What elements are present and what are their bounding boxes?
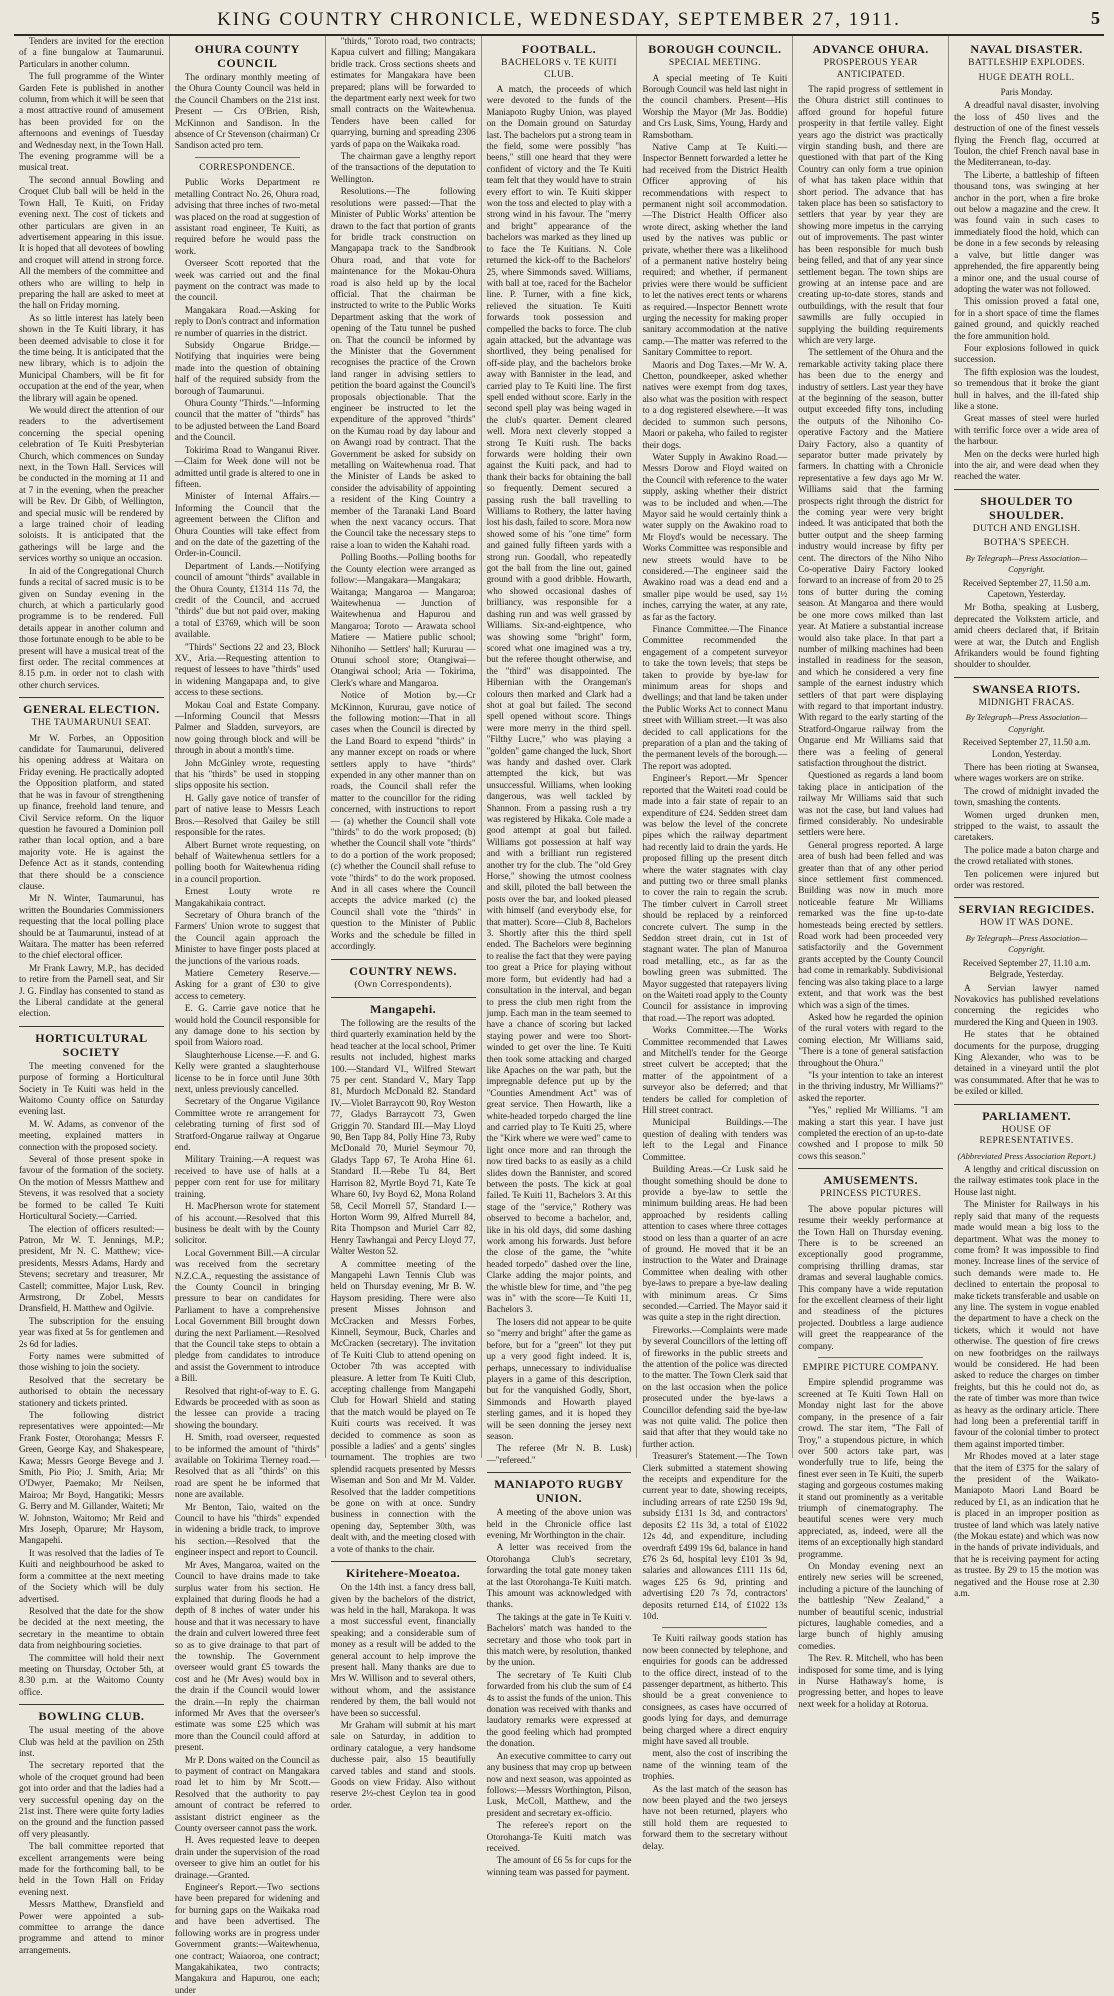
article-paragraph: Municipal Buildings.—The question of dealing with tenders was left to the Legal and Finance Committee. xyxy=(642,1117,788,1162)
article-paragraph: As the last match of the season has now been played and the two jerseys have not been returned, players who still hold them are requested to forward them to the secretary without delay. xyxy=(642,1783,788,1851)
article-paragraph: Ten policemen were injured but order was restored. xyxy=(954,868,1100,891)
article-paragraph: The Minister for Railways in his reply said that many of the requests made would mean a big loss to the department. What was the money to come from? It was impossible to find money. Increase lines of the service of such demands were made to. He declined to entertain the proposal to make tickets transferable and usable on any line. The system in vogue enabled the department to have a check on the tickets, which it would not have otherwise. The question of fire crews on new footbridges on the railways would be considered. He had been asked to reduce the charges on timber freights, but this he could not do, as the rate of timber was more than twice as heavy as the ordinary article. There had long been a preferential tariff in favour of the colonial timber to protect them against imported timber. xyxy=(954,1199,1100,1449)
article-paragraph: Empire splendid programme was screened at Te Kuiti Town Hall on Monday night last for the above company, in the presence of a fair crowd. The star item, "The Fall of Troy," a stupendous picture, in which over 500 actors take part, was wonderfully true to life, being the finest ever seen in Te Kuiti, the superb staging and gorgeous costumes making it stand out prominently as a veritable triumph of cinematography. The beautiful scenes were very much appreciated, as, indeed, were all the items of an exceptionally high standard programme. xyxy=(798,1377,944,1559)
article-paragraph: "Is your intention to take an interest in the thriving industry, Mr Williams?" asked the reporter. xyxy=(798,1069,944,1103)
article-paragraph: Great masses of steel were hurled with terrific force over a wide area of the harbour. xyxy=(954,413,1100,447)
article-paragraph: Secretary of Ohura branch of the Farmers' Union wrote to suggest that the Council again approach the Minister to have finger posts placed at the junctions of the various roads. xyxy=(174,909,320,966)
press-credit: By Telegraph—Press Association—Copyright. xyxy=(965,552,1088,575)
article-paragraph: A dreadful naval disaster, involving the loss of 450 lives and the destruction of one of the finest vessels flying the French flag, occurred at Toulon, the chief French naval base in the Mediterranean, to-day. xyxy=(954,100,1100,168)
article-paragraph: H. Smith, road overseer, requested to be informed the amount of "thirds" available on Tokirima Tierney road.—Resolved that as all "thirds" on this road are spent he be informed that none are available. xyxy=(174,1432,320,1500)
article-paragraph: Mokau Coal and Estate Company.—Informing Council that Messrs Palmer and Sladden, surveyors, are now going through block and will be through in about a month's time. xyxy=(174,699,320,756)
article-paragraph: H. MacPherson wrote for statement of his account.—Resolved that this business be dealt with by the County solicitor. xyxy=(174,1201,320,1246)
article-paragraph: General progress reported. A large area of bush had been felled and was greater than that of any other period since settlement first commenced. Building was now in much more noticeable feature Mr Williams remarked was the fine up-to-date homesteads being erected by settlers. Road work had been proceeded very satisfactorily and the Government grants accepted by the County Council had come in remarkably. Subdivisional fencing was also taking place to a large extent, and that work was the best which was a sign of the times. xyxy=(798,839,944,1010)
column-2 xyxy=(170,36,326,1995)
article-paragraph: There has been rioting at Swansea, where wages workers are on strike. xyxy=(954,762,1100,784)
dateline: Paris Monday. xyxy=(1000,87,1053,97)
article-heading: HORTICULTURAL SOCIETY xyxy=(19,1026,164,1059)
article-paragraph: The ball committee reported that excellent arrangements were being made for the forthcoming ball, to be held in the Town Hall on Friday evening next. xyxy=(19,1841,164,1897)
article-paragraph: Secretary of the Ongarue Vigilance Committee wrote re arrangement for celebrating turning of first sod of Stratford-Ongarue railway at Ongarue end. xyxy=(174,1096,320,1153)
article-paragraph: The meeting convened for the purpose of forming a Horticultural Society in Te Kuiti was held in the Waitomo County office on Saturday evening last. xyxy=(19,1060,164,1117)
article-paragraph: A Servian lawyer named Novakovics has published revelations concerning the regicides who murdered the King and Queen in 1903. xyxy=(954,982,1100,1027)
article-paragraph: Matiere Cemetery Reserve.—Asking for a grant of £30 to give access to cemetery. xyxy=(174,967,320,1001)
column-7 xyxy=(949,36,1104,1599)
article-paragraph: The secretary reported that the whole of the croquet ground had been got into order and that the ladies had a very successful opening day on the 21st inst. There were quite forty ladies on the ground and the function passed off very pleasantly. xyxy=(19,1760,164,1839)
article-paragraph: The Rev. R. Mitchell, who has been indisposed for some time, and is lying in Nurse Hathaway's home, is progressing better, and hopes to leave next week for a holiday at Rotorua. xyxy=(798,1653,944,1709)
article-paragraph: It was resolved that the ladies of Te Kuiti and neighbourhood be asked to form a committee at the next meeting of the Society which will be duly advertised. xyxy=(19,1547,164,1604)
article-subheading: HUGE DEATH ROLL. xyxy=(978,72,1075,83)
article-paragraph: On Monday evening next an entirely new series will be screened, including a picture of the launching of the battleship "New Zealand," a number of beautiful scenic, industrial pictures, laughable comedies, and a large bunch of highly amusing comedies. xyxy=(798,1560,944,1651)
article-paragraph: A match, the proceeds of which were devoted to the funds of the Maniapoto Rugby Union, was played on the Domain ground on Saturday last. The bachelors put a strong team in the field, some were possibly "has beens," still one heard that they were confident of victory and the Te Kuiti team felt that they would have to strain every effort to win. Te Kuiti skipper won the toss and elected to play with a strong wind in his favour. The "merry and bright" appearance of the bachelors was marked as they lined up to face the Te Kuitians. N. Cole returned the kick-off to the Bachelors' 25, where Simmonds saved. Williams, with ball at toe, raced for the Bachelor line. P. Turner, with a fine kick, relieved the situation. Te Kuiti forwards took possession and compelled the backs to force. The club again attacked, but the advantage was shortlived, they being penalised for off-side play, and the bachelors broke away with Bannister in the lead, and carried play to Te Kuiti line. The first spell ended without score. Early in the second spell play was being waged in the club's quarter. Dement cleared well. Mora next cleverly stopped a strong Te Kuiti rush. The backs forwards were holding their own against the Kuiti pack, and had to thank their backs for obtaining the ball so frequently. Dement secured a passing rush the ball travelling to Williams to Rothery, the latter having lost his dash, failed to score. Mora now showed some of his "one time" form and gained fully fifteen yards with a strong run. Goodall, who repeatedly got the ball from the line out, gained ground with a good dribble. Howarth, who showed occasional dashes of brilliancy, was responsible for a dashing run and was well grassed by Williams. Six-and-eightpence, who was showing some "bright" form, scored what one imagined was a try, but the referee thought otherwise, and the "third" was disappointed. The Hibernian with the Orangeman's colours then marked and Clark had a shot at goal but failed. The second spell opened without score. Things were more merry in the third spell. "Filthy Lucre," who was playing a "golden" game changed the luck, Short was handy and dashed over. Clark attempted the kick, but was unsuccessful. Williams, when looking dangerous, was well tackled by Shannon. From a passing rush a try was registered by Hikaka. Cole made a good attempt at goal but failed. Williams got possession at half way and with a brilliant run registered another try for the club. The "old Grey Horse," showing the utmost coolness and skill, piloted the ball between the posts over the bar, and looked pleased with himself (and everybody else, for that matter). Score—Club 8, Bachelors 3. Shortly after this the third spell ended. The Bachelors were beginning to realise the fact that they were paying too great a Price for playing without more form, but evidently had had a consultation in the interval, and began to press the club men right from the jump. Each man in the team seemed to have a chance of scoring but lacked staying power and were too Short-winded to get over the line. Te Kuiti then took some attacking and charged like Apaches on the war path, but the impregnable defence put up by the "Counties Amendment Act" was of great service. Then Howarth, like a white-headed torpedo charged the line and carried play to Te Kuiti 25, where the "Kirk where we were wed" came to light once more and ran through the now tired backs to as easily as a child slides down the Bannister, and scored between the posts. The kick at goal failed. Te Kuiti 11, Bachelors 3. At this stage of the "service," Rothery was observed to become a bachelor, and, like in his old days, did some dashing work among his forwards. Just before the close of the game, the "white headed torpedo" dashed over the line, Clarke adding the major points, and the whistle blew for time, and "the peg was in" with the score—Te Kuiti 11, Bachelors 3. xyxy=(486,84,632,1315)
article-paragraph: He states that he obtained documents for the purpose, drugging King Alexander, who was to be detained in a vineyard until the plot was consummated. After that he was to be exiled or killed. xyxy=(954,1029,1100,1097)
article-paragraph: Mr Benton, Taio, waited on the Council to have his "thirds" expended in widening a bridle track, to improve his section.—Resolved that the engineer inspect and report to Council. xyxy=(174,1501,320,1558)
article-heading: BOWLING CLUB. xyxy=(19,1704,164,1723)
article-paragraph: Minister of Internal Affairs.—Informing the Council that the agreement between the Clifton and Ohura Counties will take effect from and on the date of the gazetting of the Order-in-Council. xyxy=(174,491,320,559)
article-paragraph: Mr Graham will submit at his mart sale on Saturday, in addition to ordinary catalogue, a very handsome duchesse pair, also 15 beautifully carved tables and stand and stools. Goods on view Friday. Also without reserve 2½-chest Ceylon tea in good order. xyxy=(330,1719,476,1810)
article-paragraph: Finance Committee.—The Finance Committee recommended the engagement of a competent surveyor to take the town levels; that steps be taken to provide by bye-law for minimum areas for shops and dwellings; and that land be taken under the Public Works Act to connect Manu street with William street.—It was also decided to call applications for the preparation of a plan and the taking of the permanent levels of the borough.—The report was adopted. xyxy=(642,624,788,771)
article-subheading: SPECIAL MEETING. xyxy=(668,58,761,68)
dateline: Received September 27, 11.50 a.m. London, Yesterday. xyxy=(962,737,1091,759)
article-subheading: DUTCH AND ENGLISH. xyxy=(972,523,1081,534)
article-paragraph: The crowd of midnight invaded the town, smashing the contents. xyxy=(954,785,1100,808)
article-paragraph: Treasurer's Statement.—The Town Clerk submitted a statement showing the receipts and expenditure for the current year to date, showing receipts, including arrears of rate £250 19s 9d, subsidy £131 1s 3d, and contractors' deposits £2 11s 3d, a total of £1022 12s 4d, and expenditure, including overdraft £499 19s 6d, balance in hand £76 2s 6d, hospital levy £101 3s 9d, salaries and allowances £111 11s 6d, wages £25 6s 9d, printing and advertising £20 7s 7d, contractors' deposits returned £14, of £1022 13s 10d. xyxy=(642,1451,788,1621)
article-paragraph: Albert Burnet wrote requesting, on behalf of Waitewhenua settlers for a polling booth for Waitewhenua riding in a council proportion. xyxy=(174,839,320,884)
article-paragraph: The second annual Bowling and Croquet Club ball will be held in the Town Hall, Te Kuiti, on Friday evening next. The cost of tickets and other particulars are given in an advertisement appearing in this issue. It is hoped that all devotees of bowling and croquet will attend in strong force. All the members of the committee and others who are willing to help in preparing the hall are asked to meet at the hall on Friday morning. xyxy=(19,174,164,311)
article-paragraph: A special meeting of Te Kuiti Borough Council was held last night in the council chambers. Present—His Worship the Mayor (Mr Jas. Boddie) and Crs Lusk, Sims, Young, Hardy and Ramsbotham. xyxy=(642,72,788,140)
article-paragraph: The subscription for the ensuing year was fixed at 5s for gentlemen and 2s 6d for ladies. xyxy=(19,1315,164,1349)
article-paragraph: We would direct the attention of our readers to the advertisement concerning the special opening celebration of Te Kuiti Presbyterian Church, which commences on Sunday next, in the Town Hall. Services will be conducted in the morning at 11 and at 7 in the evening, when the preacher will be Rev. Dr Gibb, of Wellington, and special music will be rendered by a large trained choir of leading soloists. It is anticipated that the gatherings will be large and the services worthy so unique an occasion. xyxy=(19,405,164,564)
article-paragraph: Military Training.—A request was received to have use of halls at a pepper corn rent for use for military training. xyxy=(174,1154,320,1199)
article-heading: Mangapehi. xyxy=(331,997,476,1016)
article-paragraph: The ordinary monthly meeting of the Ohura County Council was held in the Council Chambers on the 21st inst. Present — Crs O'Brien, Rish, McKinnon and Sandison. In the absence of Cr Stevenson (chairman) Cr Sandison acted pro tem. xyxy=(174,72,320,151)
article-paragraph: The settlement of the Ohura and the remarkable activity taking place there has been due to the energy and industry of settlers. Last year they have at the beginning of the season, butter output exceeded fifty tons, including the outputs of the Nihoniho Co-operative Factory and the Matiere Dairy Factory, also a quantity of separator butter made privately by farmers. In chatting with a Chronicle representative a few days ago Mr W. Williams said that the farming prospects right through the district for the coming year were very bright indeed. It was anticipated that both the butter output and the sheep farming industry would increase by fifty per cent. The directors of the Niho Niho Co-operative Dairy Factory looked forward to an increase of from 20 to 25 tons of butter during the coming season. At Mangaroa and there would be one more cows milked than last year. At Matiere a substantial increase would also take place. In that part a number of milking machines had been installed in readiness for the season, and which he considered a very fine sample of the earnest industry which settlers of that part were displaying with regard to that important industry. With regard to the early starting of the Stratford-Ongarue railway from the Ongarue end Mr Williams said that there was a feeling of general satisfaction throughout the district. xyxy=(798,347,944,768)
article-subheading: (Own Correspondents). xyxy=(354,979,452,990)
article-subheading: BATTLESHIP EXPLODES. xyxy=(968,58,1086,68)
article-paragraph: Overseer Scott reported that the week was carried out and the final payment on the contract was made to the council. xyxy=(174,258,320,303)
article-heading: BOROUGH COUNCIL. xyxy=(648,42,782,56)
article-paragraph: The amount of £6 5s for cups for the winning team was passed for payment. xyxy=(486,1855,632,1877)
article-paragraph: The secretary of Te Kuiti Club forwarded from his club the sum of £4 4s to assist the funds of the union. This donation was received with thanks and laudatory remarks were expressed at the good feeling which had prompted the donation. xyxy=(486,1669,632,1749)
article-paragraph: Women urged drunken men, stripped to the waist, to assault the caretakers. xyxy=(954,809,1100,843)
article-paragraph: Mangakara Road.—Asking for reply to Don's contract and information re number of quarries in the district. xyxy=(174,304,320,338)
article-paragraph: Local Government Bill.—A circular was received from the secretary N.Z.C.A., requesting the assistance of the County Council in bringing pressure to bear on candidates for Parliament to have a comprehensive Local Government Bill brought down during the next Parliament.—Resolved that the Council take steps to obtain a pledge from candidates to introduce and assist the Government to introduce a Bill. xyxy=(174,1247,320,1384)
article-heading: MANIAPOTO RUGBY UNION. xyxy=(487,1472,632,1505)
article-heading: NAVAL DISASTER. xyxy=(970,42,1083,56)
masthead-title: KING COUNTRY CHRONICLE, WEDNESDAY, SEPTEMBER 27, 1911. xyxy=(217,9,901,30)
columns-container xyxy=(14,36,1104,1995)
article-heading: COUNTRY NEWS. xyxy=(331,959,476,978)
article-paragraph: The election of officers resulted:—Patron, Mr W. T. Jennings, M.P.; president, Mr N. C. Matthew; vice-presidents, Messrs Adams, Hardy and Stevens; secretary and treasurer, Mr Castell; committee, Major Lusk, Rev. Armstrong, Dr Zobel, Messrs Dransfield, H. Matthew and Ogilvie. xyxy=(19,1223,164,1314)
article-paragraph: ment, also the cost of inscribing the name of the winning team of the trophies. xyxy=(642,1748,788,1782)
article-paragraph: As so little interest has lately been shown in the Te Kuiti library, it has been deemed advisable to close it for the time being. It is anticipated that the new library, which is to adjoin the Municipal Chambers, will be fit for occupation at the end of the year, when the library will again be opened. xyxy=(19,312,164,403)
article-paragraph: The rapid progress of settlement in the Ohura district still continues to afford ground for hopeful future prosperity in that fertile valley. Eight years ago the district was practically virgin standing bush, and there are questioned with that part of the King Country can only form a true opinion of what has taken place within that short period. The advance that has taken place has been so satisfactory to settlers that year by year they are showing more impetus in the carrying out of improvements. The past winter has been responsible for much bush being felled, and that of any year since settlement began. The town ships are growing at an intense pace and are creating up-to-date stores, stands and outbuildings, with the result that four sawmills are fully occupied in supplying the building requirements which are very large. xyxy=(798,84,944,345)
article-paragraph: Polling Booths.—Polling booths for the County election were arranged as follow:—Mangakara—Mangakara; Waitanga; Mangaroa — Mangaroa; Waitewhenua — Junction of Waitewhenua and Hapurou and Mangaroa; Toroto — Arawata school Matiere — Matiere public school; Nihoniho — Settlers' hall; Kururau — Otunui school store; Otangiwai—Otangiwai school; Aria — Tokirima, Clerk's whare and Mangaroa. xyxy=(330,552,476,688)
article-paragraph: Resolutions.—The following resolutions were passed:—That the Minister of Public Works' attention be drawn to the fact that portion of grants for bridle track construction on Mangapapa track to the Sandbrook Ohura road, and that vote for maintenance for the Mokau-Ohura road is also held up by the local official. That the chairman be instructed to write to the Public Works Department asking that the work of opening of the Tatu tunnel be pushed on. That the council be informed by the Minister that the Government recognises the practice of the Crown land ranger in advising settlers to petition the board against the Council's proposals objectionable. That the engineer be instructed to let the expenditure of the approved "thirds" on the Kumau road by day labour and on Awangi road by contract. That the Government be asked for subsidy on metalling on Waitewhenua road. That the Minister of Lands be asked to consider the advisability of appointing a resident of the King Country a member of the Taranaki Land Board when the next vacancy occurs. That the Council take the necessary steps to raise a loan to widen the Kahahi road. xyxy=(330,186,476,550)
article-paragraph: Department of Lands.—Notifying council of amount "thirds" available in the Ohura County, £1314 11s 7d, the credit of the Council, and accrued "thirds" due but not paid over, making a total of £3769, which will be soon available. xyxy=(174,560,320,640)
article-paragraph: The referee (Mr N. B. Lusk)—"refereed." xyxy=(486,1443,632,1465)
column-6 xyxy=(793,36,949,1709)
article-heading: SHOULDER TO SHOULDER. xyxy=(954,489,1099,522)
article-paragraph: Native Camp at Te Kuiti.—Inspector Bennett forwarded a letter he had received from the District Health Officer approving of his recommendations with respect to permanent night soil accommodation.—The District Health Officer also wrote direct, asking whether the land used by the natives was public or private, whether there was a likelihood of a permanent native hostelry being required; and whether, if permanent privies were there would be sufficient to let the natives erect tents or wharens as required.—Inspector Bennett wrote urging the necessity for making proper sanitary accommodation at the native camp.—The matter was referred to the Sanitary Committee to report. xyxy=(642,141,788,358)
article-paragraph: "Yes," replied Mr Williams. "I am making a start this year. I have just completed the erection of an up-to-date cowshed and I propose to milk 50 cows this season." xyxy=(798,1105,944,1161)
article-paragraph: The chairman gave a lengthy report of the transactions of the deputation to Wellington. xyxy=(330,151,476,184)
article-paragraph: Ernest Louty wrote re Mangakahikaia contract. xyxy=(174,886,320,908)
article-paragraph: Tenders are invited for the erection of a fine bungalow at Taumarunui. Particulars in another column. xyxy=(19,36,164,69)
article-heading: SWANSEA RIOTS. xyxy=(954,677,1099,696)
masthead xyxy=(14,6,1104,36)
article-paragraph: A meeting of the above union was held in the Chronicle office last evening, Mr Worthington in the chair. xyxy=(486,1507,632,1540)
article-paragraph: H. Gally gave notice of transfer of part of native lease to Messrs Leach Bros.—Resolved that Gailey be still responsible for the rates. xyxy=(174,792,320,838)
article-paragraph: A letter was received from the Otorohanga Club's secretary, forwarding the total gate money taken at the last Otorohanga-Te Kuiti match. This amount was acknowledged with thanks. xyxy=(486,1542,632,1610)
article-paragraph: Works Committee.—The Works Committee recommended that Lawes and Mitchell's tender for the George street culvert be accepted; that the matter of the appointment of a surveyor also be deferred; and that tenders be called for completion of Hill street contract. xyxy=(642,1025,788,1116)
article-subheading: MIDNIGHT FRACAS. xyxy=(978,697,1075,708)
article-paragraph: Mr Frank Lawry, M.P., has decided to retire from the Parnell seat, and Sir J. G. Findlay has consented to stand as the Liberal candidate at the general election. xyxy=(19,962,164,1019)
dateline: Received September 27, 11.50 a.m. Capetown, Yesterday. xyxy=(962,577,1091,600)
article-paragraph: Mr P. Dons waited on the Council as to payment of contract on Mangakara road let to him by Mr Scott.—Resolved that the authority to pay amount of contract be referred to assistant district engineer as the County overseer cannot pass the work. xyxy=(174,1754,320,1834)
article-paragraph: The fifth explosion was the loudest, so tremendous that it broke the giant hull in halves, and the ill-fated ship like a stone. xyxy=(954,366,1100,411)
article-heading: Kiritehere-Moeatoa. xyxy=(331,1561,476,1580)
column-3 xyxy=(326,36,482,1810)
article-paragraph: Resolved that the secretary be authorised to obtain the necessary stationery and tickets printed. xyxy=(19,1374,164,1408)
article-paragraph: Public Works Department re metalling Contract No. 26, Ohura road, advising that three inches of two-metal was placed on the road at suggestion of assistant road engineer, Te Kuiti, as required before he would pass the work. xyxy=(174,177,320,256)
dateline: Received September 27, 11.10 a.m. Belgrade, Yesterday. xyxy=(962,957,1091,980)
article-heading: SERVIAN REGICIDES. xyxy=(954,897,1099,916)
article-paragraph: The usual meeting of the above Club was held at the pavilion on 25th inst. xyxy=(19,1725,164,1758)
article-subheading: BOTHA'S SPEECH. xyxy=(983,538,1070,549)
article-heading: ADVANCE OHURA. xyxy=(812,42,929,56)
article-paragraph: The following are the results of the third quarterly examination held by the head teacher at the local school, Primer results not included, highest marks 100.—Standard VI., Wilfred Stewart 75 per cent. Standard V., Mary Tapp 81, Murdoch McDonald 82. Standard IV.—Violet Barraycott 90, Roy Weston 77, Gladys Barraycott 73, Gwen Griggin 70. Standard III.—May Lloyd 90, Ben Tapp 84, Polly Hine 73, Ruby McDonald 70, Muriel Seymour 70, Gladys Tapp 67, Te Aroha Hine 61. Standard II.—Rebe Tu 84, Bert Harrison 82, Myrtle Boyd 71, Kate Te Whare 60, Ivy Boyd 62, Mona Roland 58, Cecil Morrell 57, Standard I.—Horton Worm 99, Alfred Murrell 84, Rita Thompson and Muriel Carr 82, Henry Tawhangai and Percy Lloyd 77, Walter Weston 52. xyxy=(330,1018,476,1257)
article-paragraph: In aid of the Congregational Church funds a recital of sacred music is to be given on Sunday evening in the church, at which a particularly good programme is to be rendered. Full details appear in another column and those fortunate enough to be able to be present will have a musical treat of the first order. The recital commences at 8.15 p.m. in order not to clash with other church services. xyxy=(19,565,164,690)
article-paragraph: "thirds," Toroto road, two contracts; Kapua culvert and filling; Mangakara bridle track. Cross sections sheets and estimates for Mangakara have been prepared; plans will be forwarded to the department early next week for two small contracts on the Waitewhenua. Tenders have been called for quarrying, burning and spreading 2306 yards of papa on the Waikaka road. xyxy=(330,36,476,149)
press-credit: By Telegraph—Press Association—Copyright. xyxy=(965,932,1088,955)
article-subheading: HOUSE OF REPRESENTATIVES. xyxy=(979,1124,1074,1147)
article-paragraph: Messrs Matthew, Dransfield and Power were appointed a sub-committee to arrange the dance programme and attend to minor arrangements. xyxy=(19,1899,164,1955)
article-paragraph: The referee's report on the Otorohanga-Te Kuiti match was received. xyxy=(486,1820,632,1853)
article-paragraph: The following district representatives were appointed:—Mr Frank Foster, Otorohanga; Messrs F. Green, George Kay, and Shakespeare, Kawa; Messrs George Bevege and J. Smith, Pio Pio; J. Smith, Aria; Mr O'Dwyer, Paemako; Mr Neilsen, Mairoa; Mr Boyd, Hangatiki; Messrs G. Berry and M. Gillander, Waiteti; Mr W. Johnston, Waitomo; Mr Reid and Mrs Joseph, Oparure; Mr Haysom, Mangapehi. xyxy=(19,1410,164,1546)
article-paragraph: Mr W. Forbes, an Opposition candidate for Taumarunui, delivered his opening address at Waitara on Friday evening. He practically adopted the Opposition platform, and stated that he was in favour of strengthening up finance, freehold land tenure, and Civil Service reform. On the liquor question he favoured a Dominion poll rather than local option, and a bare majority vote. He is against the Defence Act as it stands, contending that there should be a conscience clause. xyxy=(19,732,164,891)
article-heading: PARLIAMENT. xyxy=(954,1104,1099,1123)
article-paragraph: Mr Rhodes moved at a later stage that the item of £375 for the salary of the president of the Waikato-Maniapoto Maori Land Board be reduced by £1, as an indication that he is placed in an improper position as trustee of land which was lately native (the Mokau estate) and which was now in the hands of private individuals, and that he is receiving payment for acting as trustee. By 29 to 15 the motion was negatived and the House rose at 2.30 a.m. xyxy=(954,1451,1100,1599)
article-heading: OHURA COUNTY COUNCIL xyxy=(194,42,300,70)
article-paragraph: Tokirima Road to Wanganui River.—Claim for Week done will not be admitted until grade is altered to one in fifteen. xyxy=(174,444,320,489)
article-heading: GENERAL ELECTION. xyxy=(19,697,164,716)
column-1 xyxy=(14,36,170,1955)
article-paragraph: Mr N. Winter, Taumarunui, has written the Boundaries Commissioners requesting that the local polling place should be at Taumarunui, instead of at Waitara. The matter has been referred to the chief electoral officer. xyxy=(19,893,164,961)
article-paragraph: The takings at the gate in Te Kuiti v. Bachelors' match was handed to the secretary and those who took part in this match were, by resolution, thanked by the union. xyxy=(486,1611,632,1668)
article-subheading: PRINCESS PICTURES. xyxy=(820,1189,922,1200)
column-5 xyxy=(637,36,793,1851)
article-subheading: CORRESPONDENCE. xyxy=(199,162,296,173)
article-heading: FOOTBALL. xyxy=(521,42,597,56)
article-paragraph: Mr Aves, Mangaroa, waited on the Council to have drains made to take surplus water from his section. He explained that during floods he had a depth of 8 inches of water under his house and that it was necessary to have the drain and culvert lowered three feet so as to give drainage to that part of the township. The Government overseer would grant £5 towards the cost and he (Mr Aves) would box in the drain if the Council would lower the drain.—In reply the chairman informed Mr Aves that the overseer's estimate was some £25 which was more than the Council could afford at present. xyxy=(174,1559,320,1753)
article-paragraph: Resolved that right-of-way to E. G. Edwards be proceeded with as soon as the lessee can provide a tracing showing the boundary. xyxy=(174,1385,320,1430)
article-paragraph: An executive committee to carry out any business that may crop up between now and next season, was appointed as follows:—Messrs Worthington, Pilson, Lusk, McColl, Matthew, and the president and secretary ex-officio. xyxy=(486,1750,632,1818)
column-4 xyxy=(482,36,638,1877)
article-paragraph: The police made a baton charge and the crowd retaliated with stones. xyxy=(954,844,1100,867)
article-paragraph: Engineer's Report.—Two sections have been prepared for widening and for burning gaps on the Waikaka road and have been advertised. The following works are in progress under Government grants:—Waitewhenua, one contract; Waiaoroa, one contract; Mangakahikatea, two contracts; Mangakura and Hapurou, one each; under xyxy=(174,1882,320,1995)
article-paragraph: A lengthy and critical discussion on the railway estimates took place in the House last night. xyxy=(954,1164,1100,1197)
column-divider xyxy=(195,157,300,158)
article-paragraph: Fireworks.—Complaints were made by several Councillors of the letting off of fireworks in the public streets and the attention of the police was directed to the matter. The Town Clerk said that on the last occasion when the police prosecuted under the bye-laws a Councillor defending said the bye-law was not quite valid. The police then said that after that they would take no further action. xyxy=(642,1324,788,1449)
article-paragraph: Te Kuiti railway goods station has now been connected by telephone, and enquiries for goods can be addressed to the office direct, instead of to the passenger department, as hitherto. This should be a great convenience to consignees, as cases have occurred of goods lying for days, and demurrage being charged where a direct enquiry might have saved all trouble. xyxy=(642,1633,788,1746)
article-paragraph: This omission proved a fatal one, for in a short space of time the flames gained ground, and quickly reached the fore ammunition hold. xyxy=(954,296,1100,341)
article-paragraph: Slaughterhouse License.—F. and G. Kelly were granted a slaughterhouse license to be in force until June 30th next, unless previously cancelled. xyxy=(174,1049,320,1095)
article-paragraph: H. Aves requested leave to deepen drain under the supervision of the road overseer to give him an outlet for his drainage.—Granted. xyxy=(174,1835,320,1880)
article-paragraph: John McGinley wrote, requesting that his "thirds" be used in stopping slips opposite his section. xyxy=(174,757,320,791)
article-subheading: PROSPEROUS YEAR ANTICIPATED. xyxy=(823,58,918,80)
article-paragraph: A committee meeting of the Mangapehi Lawn Tennis Club was held on Thursday evening, Mr B. W. Haysom presiding. There were also present Misses Johnson and McCracken and Messrs Forbes, Kinnell, Seymour, Buck, Charles and McCracken (secretary). The invitation of Te Kuiti Club to attend opening on October 7th was accepted with pleasure. A letter from Te Kuiti Club, accepting challenge from Mangapehi Club for Howarl Shield and stating that the match would be played on Te Kuiti courts was received. It was decided to commence as soon as possible a ladies' and a gents' singles tournament. The trophies are two splendid racquets presented by Messrs Wiseman and Son and Mr M. Valder. Resolved that the ladder competitions be gone on with at once. Sundry business in connection with the opening day, September 30th, was dealt with, and the meeting closed with a vote of thanks to the chair. xyxy=(330,1258,476,1554)
article-paragraph: The above popular pictures will resume their weekly performance at the Town Hall on Thursday evening. There is to be screened an exceptionally good programme, comprising thrilling dramas, star dramas and several laughable comics. This company have a wide reputation for the excellent clearness of their light and steadiness of the pictures projected. Doubtless a large audience will greet the reappearance of the company. xyxy=(798,1203,944,1351)
article-paragraph: The committee will hold their next meeting on Thursday, October 5th, at 8.30 p.m. at the Waitomo County office. xyxy=(19,1652,164,1697)
article-paragraph: Engineer's Report.—Mr Spencer reported that the Waiteti road could be made into a fair state of repair to an expenditure of £24. Sedden street dam was below the level of the concrete pipes which the railway department had recently laid to drain the yards. He proposed filling up the present ditch where the water stagnates with clay and putting two or three small planks to cover the rain to regain the scrub. The timber culvert in Carroll street should be replaced by a reinforced concrete culvert. The sump in the Seddon street drain, cut in 1st of stagnant water. The plan of Manuroa road metalling, etc., as far as the bowling green was submitted. The Mayor suggested that ratepayers living on the Waiteti road apply to the County Council for assistance in improving that road.—The report was adopted. xyxy=(642,773,788,1023)
article-paragraph: Subsidy Ongarue Bridge.—Notifying that inquiries were being made into the question of obtaining half of the required subsidy from the borough of Taumarunui. xyxy=(174,340,320,396)
column-divider xyxy=(662,1627,767,1628)
article-paragraph: Questioned as regards a land boom taking place in anticipation of the railway Mr Williams said that such was not the case, but land values had firmed considerably. No undesirable settlers were here. xyxy=(798,770,944,838)
article-heading: AMUSEMENTS. xyxy=(798,1168,943,1187)
press-credit: By Telegraph—Press Association—Copyright. xyxy=(965,712,1088,734)
article-subheading: EMPIRE PICTURE COMPANY. xyxy=(802,1362,939,1373)
article-paragraph: Mr Botha, speaking at Lusberg, deprecated the Volkstem article, and amid cheers declared that, if Britain were at war, the Dutch and English Afrikanders would be found fighting shoulder to shoulder. xyxy=(954,602,1100,670)
article-paragraph: Asked how he regarded the opinion of the rural voters with regard to the coming election, Mr Williams said, "There is a tone of general satisfaction throughout the Ohura." xyxy=(798,1011,944,1068)
article-paragraph: Resolved that the date for the show be decided at the next meeting, the secretary in the meantime to obtain data from neighbouring societies. xyxy=(19,1605,164,1651)
article-paragraph: Maoris and Dog Taxes.—Mr W. A. Chetton, poundkeeper, asked whether natives were exempt from dog taxes, also what was the position with respect to a dog registered elsewhere.—It was decided to summon such persons, Maori or pakeha, who failed to register their dogs. xyxy=(642,359,788,450)
article-paragraph: Four explosions followed in quick succession. xyxy=(954,342,1100,365)
article-paragraph: E. G. Carrie gave notice that he would hold the Council responsible for any damage done to his section by spoil from Waioro road. xyxy=(174,1003,320,1048)
article-paragraph: Ohura County "Thirds."—Informing council that the matter of "thirds" has to be adjusted between the Land Board and the Council. xyxy=(174,398,320,443)
article-paragraph: Notice of Motion by.—Cr McKinnon, Kururau, gave notice of the following motion:—That in all cases when the Council is directed by the Land Board to expend "thirds" in any manner except on roads or where settlers apply to have "thirds" expended in any other manner than on roads, the Council shall refer the matter to the councillor for the riding concerned, with instructions to report — (a) whether the Council shall vote "thirds" to do the work proposed; (b) whether the Council shall vote "thirds" to do a portion of the work proposed; (c) whether the Council shall refuse to vote "thirds" to do the work proposed. And in all cases where the Council accepts the advice marked (c) the Council shall vote the "thirds" in question to the Minister of Public Works and the schedule be filled in accordingly. xyxy=(330,690,476,952)
article-paragraph: M. W. Adams, as convenor of the meeting, explained matters in connection with the proposed society. xyxy=(19,1118,164,1152)
article-subheading: THE TAUMARUNUI SEAT. xyxy=(31,718,152,729)
article-paragraph: The full programme of the Winter Garden Fete is published in another column, from which it will be seen that a most attractive round of amusement has been provided for on the afternoons and evenings of Tuesday and Wednesday next, in the Town Hall. The evening programme will be a musical treat. xyxy=(19,71,164,173)
article-subheading: BACHELORS v. TE KUITI CLUB. xyxy=(501,58,617,80)
article-paragraph: Building Areas.—Cr Lusk said he thought something should be done to provide a bye-law to settle the minimum building areas. He had been approached by residents calling attention to cases where three cottages stood on less than a quarter of an acre of ground. He moved that it be an instruction to the Water and Drainage Committee when dealing with other bye-laws to prepare a bye-law dealing with minimum areas. Cr Sims seconded.—Carried. The Mayor said it was quite a step in the right direction. xyxy=(642,1164,788,1323)
column-divider xyxy=(818,1357,923,1358)
article-paragraph: On the 14th inst. a fancy dress ball, given by the bachelors of the district, was held in the hall, Marakopa. It was a most successful event, financially speaking; and a considerable sum of money as a result will be added to the general account to help improve the present hall. Many thanks are due to Mrs W. Willison and to several others, without whom, and the assistance rendered by them, the ball would not have been so successful. xyxy=(330,1582,476,1718)
article-paragraph: Several of those present spoke in favour of the formation of the society. On the motion of Messrs Matthew and Stevens, it was resolved that a society be formed to be called Te Kuiti Horticultural Society.—Carried. xyxy=(19,1154,164,1222)
article-subheading: HOW IT WAS DONE. xyxy=(979,918,1074,929)
article-paragraph: Forty names were submitted of those wishing to join the society. xyxy=(19,1350,164,1373)
article-paragraph: Water Supply in Awakino Road.—Messrs Dorow and Floyd waited on the Council with reference to the water supply, asking whether their district was to be included and when.—The Mayor said he would certainly think a water supply on the Awakino road to Mr Floyd's would be necessary. The Works Committee was responsible and new streets would have to be considered.—The engineer said the Awakino road was a dead end and a smaller pipe would be used, say 1½ inches, carrying the water, at any rate, as far as the factory. xyxy=(642,451,788,622)
article-paragraph: The Liberte, a battleship of fifteen thousand tons, was swinging at her anchor in the port, when a fire broke out below a magazine and the crew. It was found vain in such cases to immediately flood the hold, which can be done in a few seconds by releasing a valve, but little danger was apprehended, the fire apparently being a minor one, and the usual course of adopting the water was not followed. xyxy=(954,169,1100,294)
article-paragraph: Men on the decks were hurled high into the air, and were dead when they reached the water. xyxy=(954,448,1100,482)
page-number: 5 xyxy=(1091,8,1100,28)
press-credit: (Abbreviated Press Association Report.) xyxy=(957,1150,1096,1161)
article-paragraph: The losers did not appear to be quite so "merry and bright" after the game as before, but for a "green" lot they put up a very good fight indeed. It is, perhaps, unnecessary to individualise players in a game of this description, but for the vanquished Godly, Short, Simmonds and Howarth played sterling games, and it is hoped they will be seen donning the jersey next season. xyxy=(486,1316,632,1441)
article-paragraph: "Thirds" Sections 22 and 23, Block XV., Aria.—Requesting attention to request of lessees to have "thirds" used in widening Mangapapa and, to give access to these sections. xyxy=(174,641,320,698)
